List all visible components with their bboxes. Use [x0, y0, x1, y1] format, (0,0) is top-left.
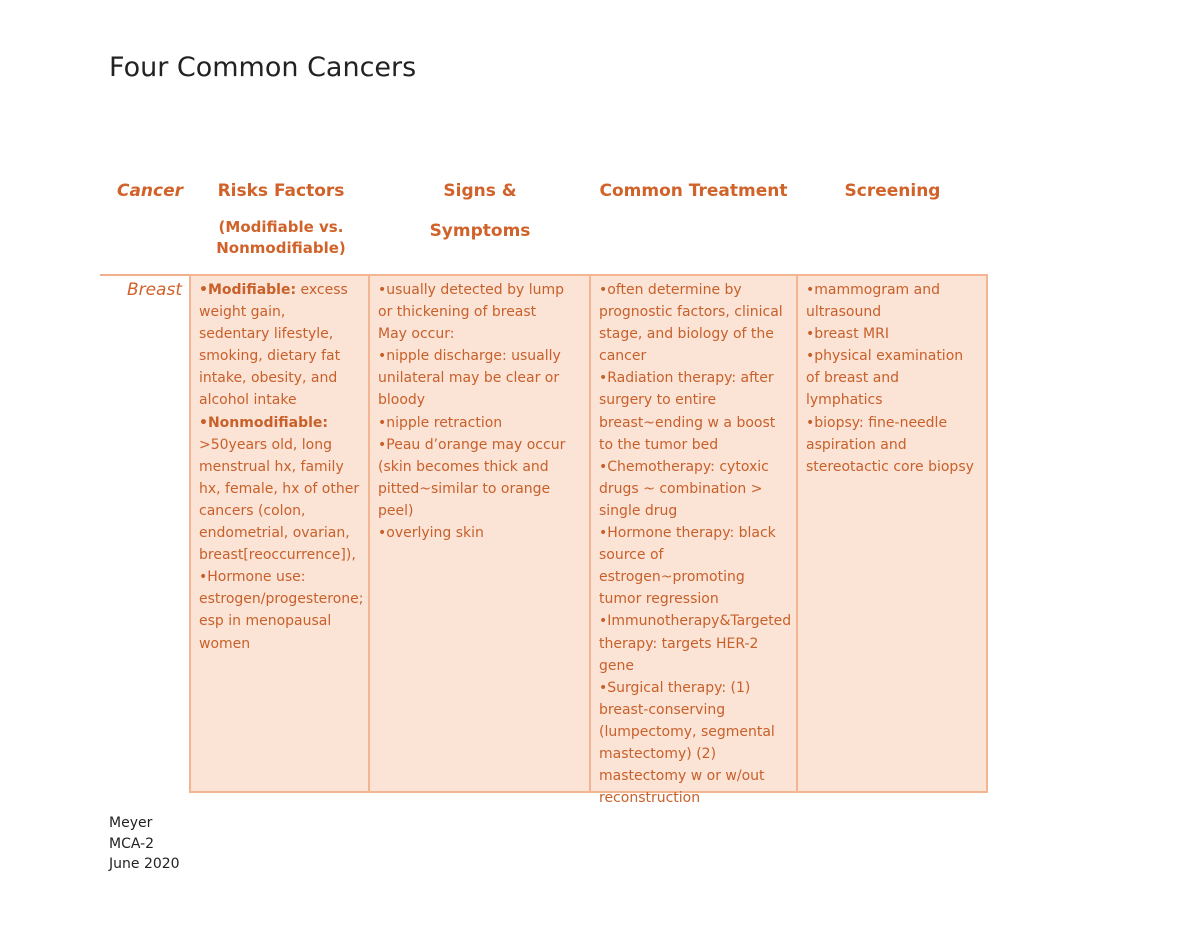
list-item: •nipple discharge: usually unilateral may be clear or bloody — [378, 348, 561, 409]
header-screening: Screening — [844, 181, 941, 201]
header-signs-symptoms — [370, 180, 590, 242]
header-cancer: Cancer — [116, 181, 184, 201]
list-item: •mammogram and ultrasound — [806, 282, 940, 321]
list-item: •overlying skin — [378, 525, 484, 542]
footer-course: MCA-2 — [109, 835, 155, 852]
list-item: •usually detected by lump or thickening of breast — [378, 282, 565, 321]
risk-nonmodifiable-label: •Nonmodifiable: — [199, 414, 329, 431]
risk-modifiable — [199, 279, 360, 412]
page-title: Four Common Cancers — [109, 52, 417, 83]
list-item: •Radiation therapy: after surgery to entire breast~ending w a boost to the tumor bed — [599, 370, 776, 453]
footer-date: June 2020 — [109, 856, 180, 872]
cell-risk-factors — [191, 276, 370, 791]
table-row — [189, 274, 988, 807]
cell-common-treatment — [591, 276, 798, 807]
list-item: •often determine by prognostic factors, clinical stage, and biology of the cancer — [599, 282, 783, 365]
list-item: •Peau d’orange may occur (skin becomes thick and pitted~similar to orange peel) — [378, 436, 566, 519]
list-item: •physical examination of breast and lymphatics — [806, 348, 964, 409]
header-common-treatment: Common Treatment — [599, 181, 788, 201]
header-signs-line1: Signs & — [443, 181, 517, 201]
row-divider — [100, 274, 190, 276]
list-item: •Hormone therapy: black source of estrogen~promoting tumor regression — [599, 525, 776, 608]
row-label-breast: Breast — [126, 280, 182, 300]
cell-screening — [798, 276, 986, 791]
risk-modifiable-label: •Modifiable: — [199, 282, 297, 298]
risk-modifiable-text: excess weight gain, sedentary lifestyle, smoking, dietary fat intake, obesity, and alcohol intake — [199, 282, 348, 409]
risk-hormone-text: •Hormone use: estrogen/progesterone; esp in menopausal women — [199, 569, 364, 652]
footer — [109, 813, 180, 875]
header-risk-factors — [192, 180, 370, 259]
footer-author: Meyer — [109, 815, 153, 831]
list-item: •Surgical therapy: (1) breast-conserving (lumpectomy, segmental mastectomy) (2) mastectomy w or w/out reconstruction — [599, 679, 775, 807]
header-risk-factors-subtitle: (Modifiable vs. Nonmodifiable) — [216, 218, 346, 257]
risk-nonmodifiable-text: >50years old, long menstrual hx, family hx, female, hx of other cancers (colon, endometrial, ovarian, breast[reoccurrence]), — [199, 436, 360, 564]
list-item: •Immunotherapy&Targeted therapy: targets HER-2 gene — [599, 613, 792, 674]
list-item: •breast MRI — [806, 326, 889, 343]
header-signs-line2: Symptoms — [429, 221, 531, 241]
list-item: May occur: — [378, 326, 455, 343]
list-item: •nipple retraction — [378, 414, 503, 431]
list-item: •biopsy: fine-needle aspiration and stereotactic core biopsy — [806, 414, 974, 475]
list-item: •Chemotherapy: cytoxic drugs ~ combination > single drug — [599, 458, 769, 519]
header-risk-factors-title: Risks Factors — [217, 181, 345, 201]
cell-signs-symptoms — [370, 276, 591, 791]
